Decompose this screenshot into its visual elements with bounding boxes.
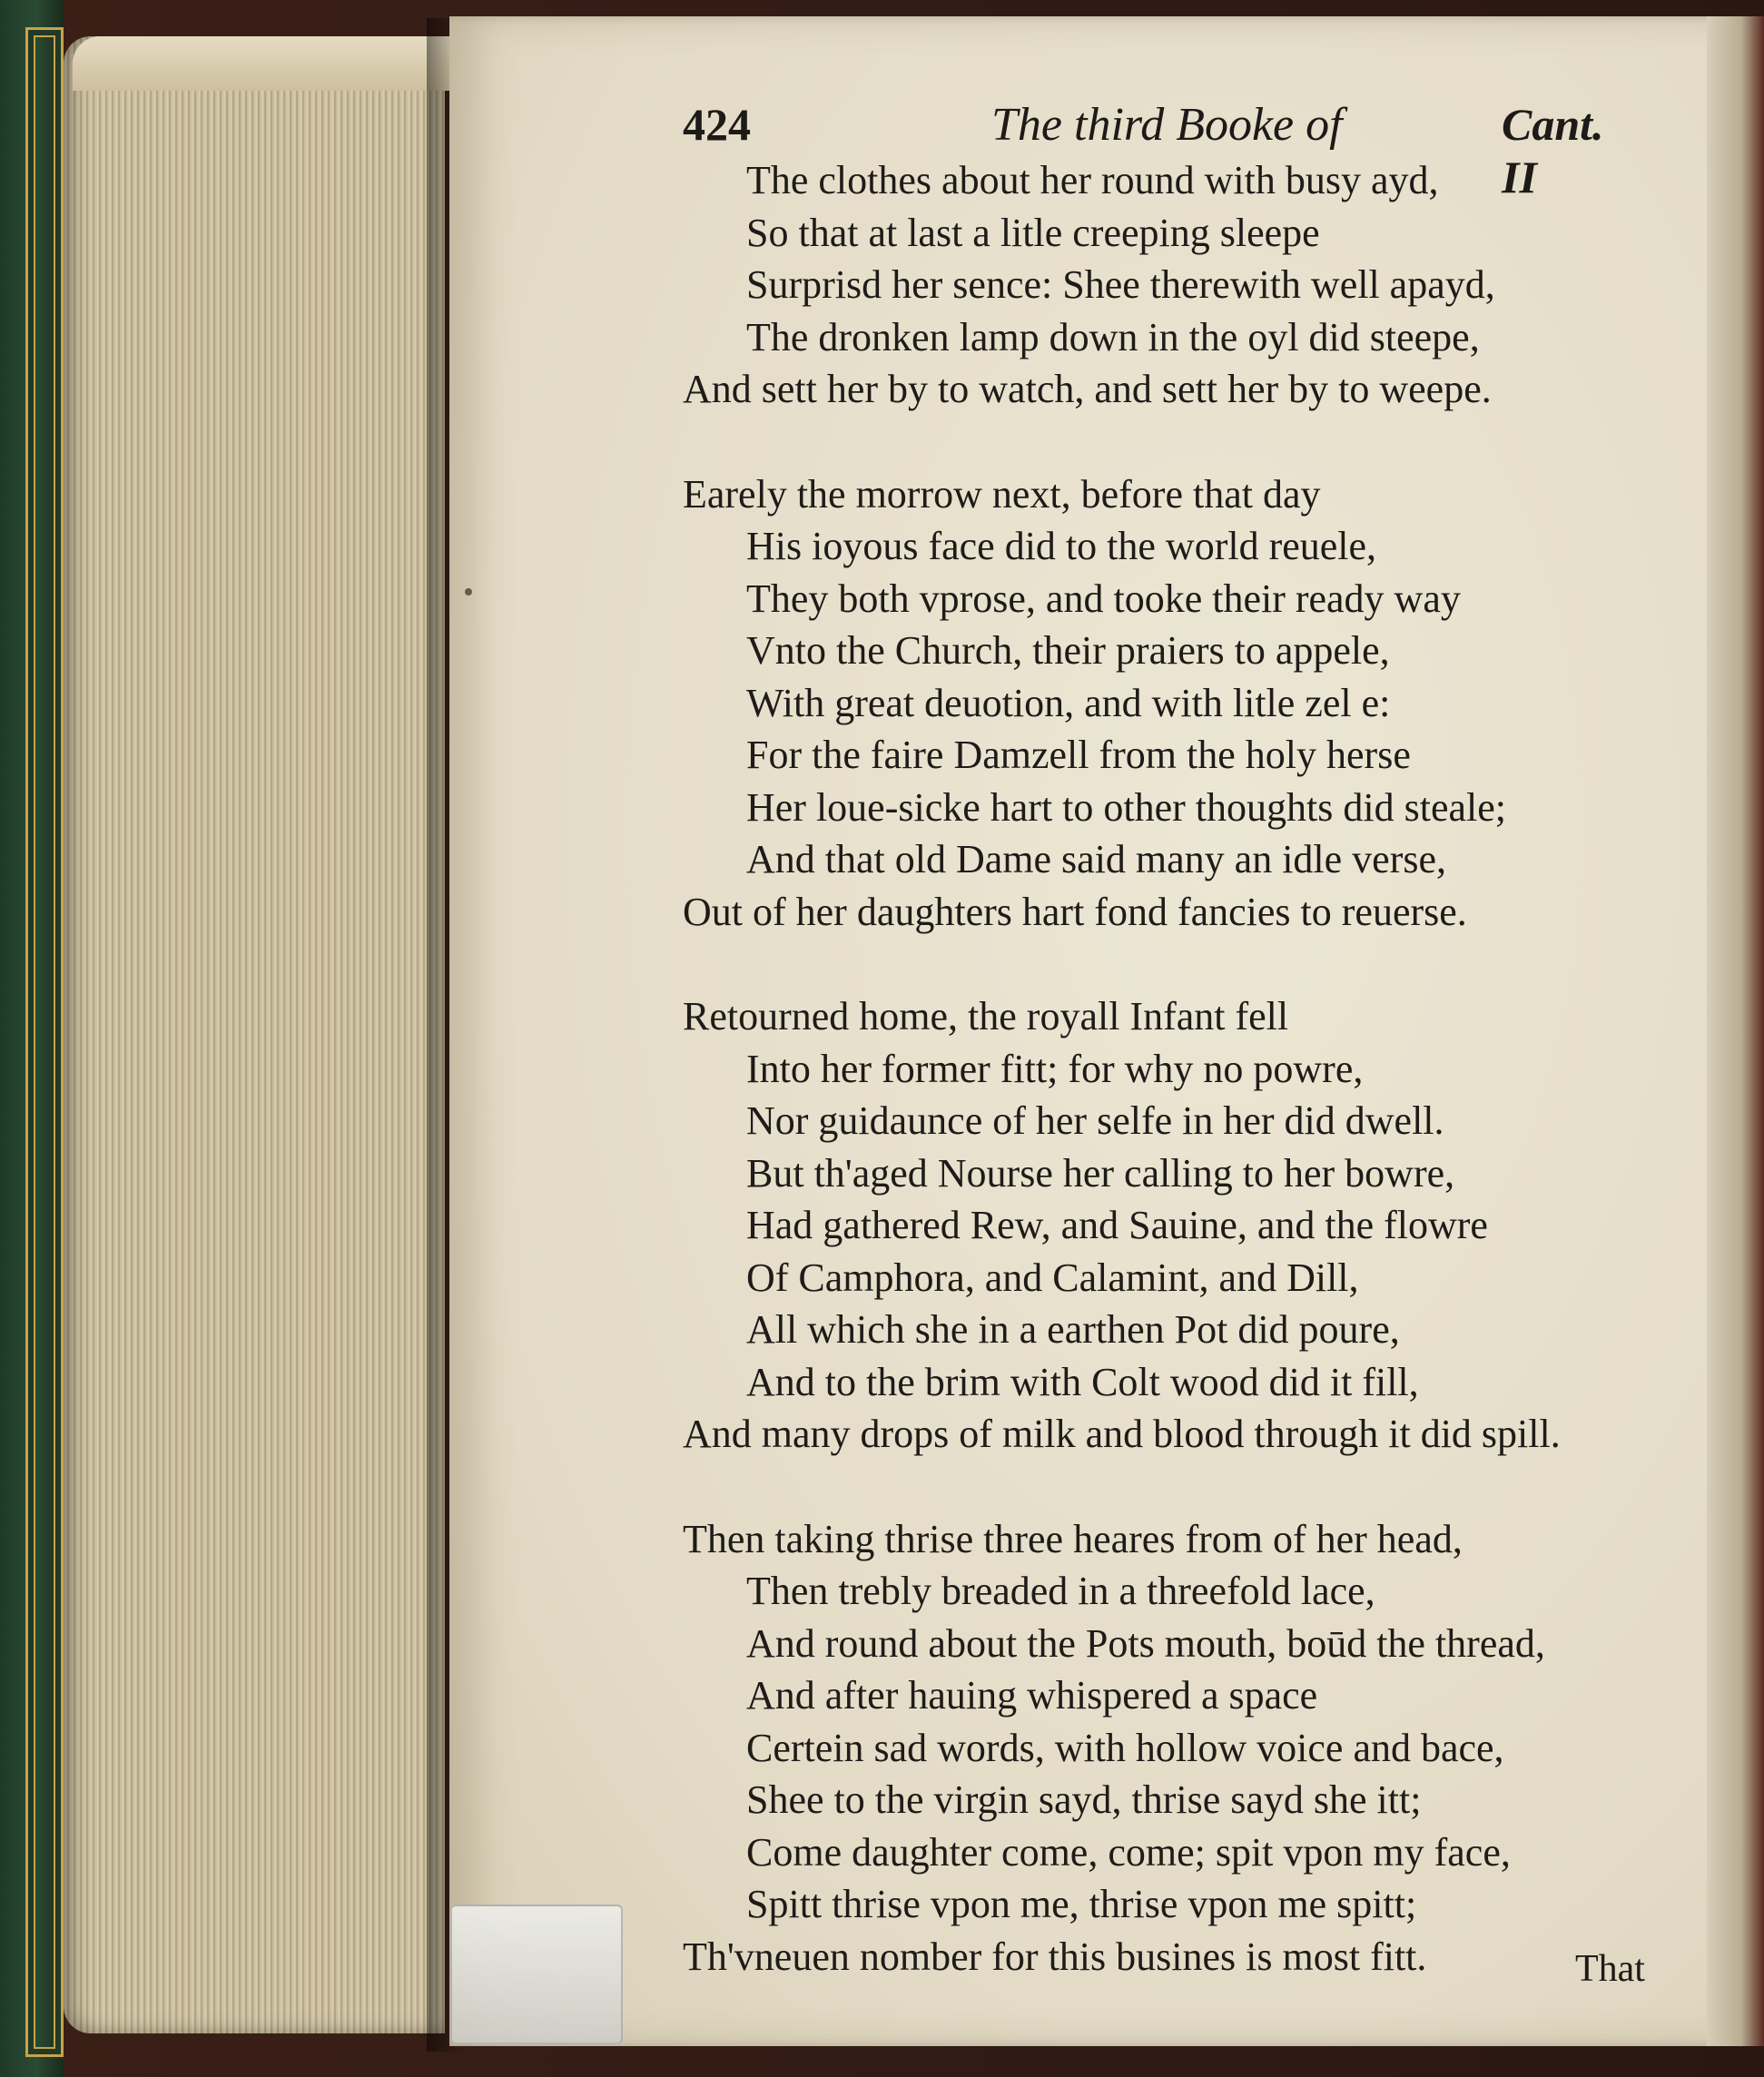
verse-line: The dronken lamp down in the oyl did steepe, bbox=[746, 314, 1480, 359]
verse-line: And round about the Pots mouth, boūd the thread, bbox=[746, 1620, 1545, 1666]
verse-line: Out of her daughters hart fond fancies to reuerse. bbox=[683, 889, 1467, 934]
verse-line: And sett her by to watch, and sett her by to weepe. bbox=[683, 367, 1492, 411]
verse-line: The clothes about her round with busy ayd, bbox=[746, 158, 1439, 202]
verse-line: Retourned home, the royall Infant fell bbox=[683, 994, 1289, 1038]
verse-line: And to the brim with Colt wood did it fill, bbox=[746, 1359, 1419, 1404]
verse-line: But th'aged Nourse her calling to her bowre, bbox=[746, 1150, 1455, 1196]
catchword: That bbox=[1575, 1948, 1645, 1990]
verse-line: And after hauing whispered a space bbox=[746, 1673, 1318, 1718]
verse-line: All which she in a earthen Pot did poure, bbox=[746, 1307, 1400, 1352]
verse-line: Her loue-sicke hart to other thoughts did steale; bbox=[746, 784, 1506, 830]
verse-text bbox=[683, 154, 1681, 2035]
verse-line: With great deuotion, and with litle zel e: bbox=[746, 680, 1391, 725]
verse-line: Earely the morrow next, before that day bbox=[683, 471, 1321, 517]
stanza bbox=[683, 154, 1681, 416]
verse-line: Nor guidaunce of her selfe in her did dwell. bbox=[746, 1098, 1444, 1143]
verse-line: Th'vneuen nomber for this busines is most fitt. bbox=[683, 1934, 1427, 1979]
verse-line: Had gathered Rew, and Sauine, and the flowre bbox=[746, 1203, 1488, 1247]
book-weight bbox=[450, 1905, 623, 2044]
stanza bbox=[683, 1513, 1681, 1983]
verse-line: Of Camphora, and Calamint, and Dill, bbox=[746, 1255, 1359, 1300]
verse-line: They both vprose, and tooke their ready way bbox=[746, 576, 1461, 621]
running-title: The third Booke of bbox=[991, 99, 1343, 151]
ink-speck bbox=[465, 588, 472, 596]
verse-line: Come daughter come, come; spit vpon my face, bbox=[746, 1829, 1511, 1875]
page-block-edge bbox=[64, 36, 445, 2033]
verse-line: Then taking thrise three heares from of her head, bbox=[683, 1516, 1463, 1561]
page-fore-edge bbox=[1707, 16, 1764, 2046]
stanza bbox=[683, 468, 1681, 939]
gilt-border bbox=[25, 27, 64, 2057]
verse-line: Vnto the Church, their praiers to appele, bbox=[746, 628, 1390, 673]
verse-line: So that at last a litle creeping sleepe bbox=[746, 210, 1320, 255]
verse-line: Into her former fitt; for why no powre, bbox=[746, 1046, 1364, 1091]
verse-line: His ioyous face did to the world reuele, bbox=[746, 524, 1377, 568]
verse-line: And that old Dame said many an idle verse, bbox=[746, 837, 1447, 881]
page-number: 424 bbox=[683, 99, 751, 150]
verse-line: Then trebly breaded in a threefold lace, bbox=[746, 1569, 1375, 1613]
verse-line: Surprisd her sence: Shee therewith well apayd, bbox=[746, 262, 1495, 307]
canto-label: Cant. II bbox=[1502, 99, 1604, 202]
verse-line: Certein sad words, with hollow voice and bace, bbox=[746, 1725, 1504, 1770]
verse-line: Shee to the virgin sayd, thrise sayd she itt; bbox=[746, 1777, 1422, 1822]
stanza bbox=[683, 990, 1681, 1461]
page-block-top bbox=[73, 36, 454, 91]
verse-line: And many drops of milk and blood through it did spill. bbox=[683, 1412, 1561, 1456]
verse-line: For the faire Damzell from the holy herse bbox=[746, 733, 1411, 777]
verse-line: Spitt thrise vpon me, thrise vpon me spitt; bbox=[746, 1882, 1417, 1926]
